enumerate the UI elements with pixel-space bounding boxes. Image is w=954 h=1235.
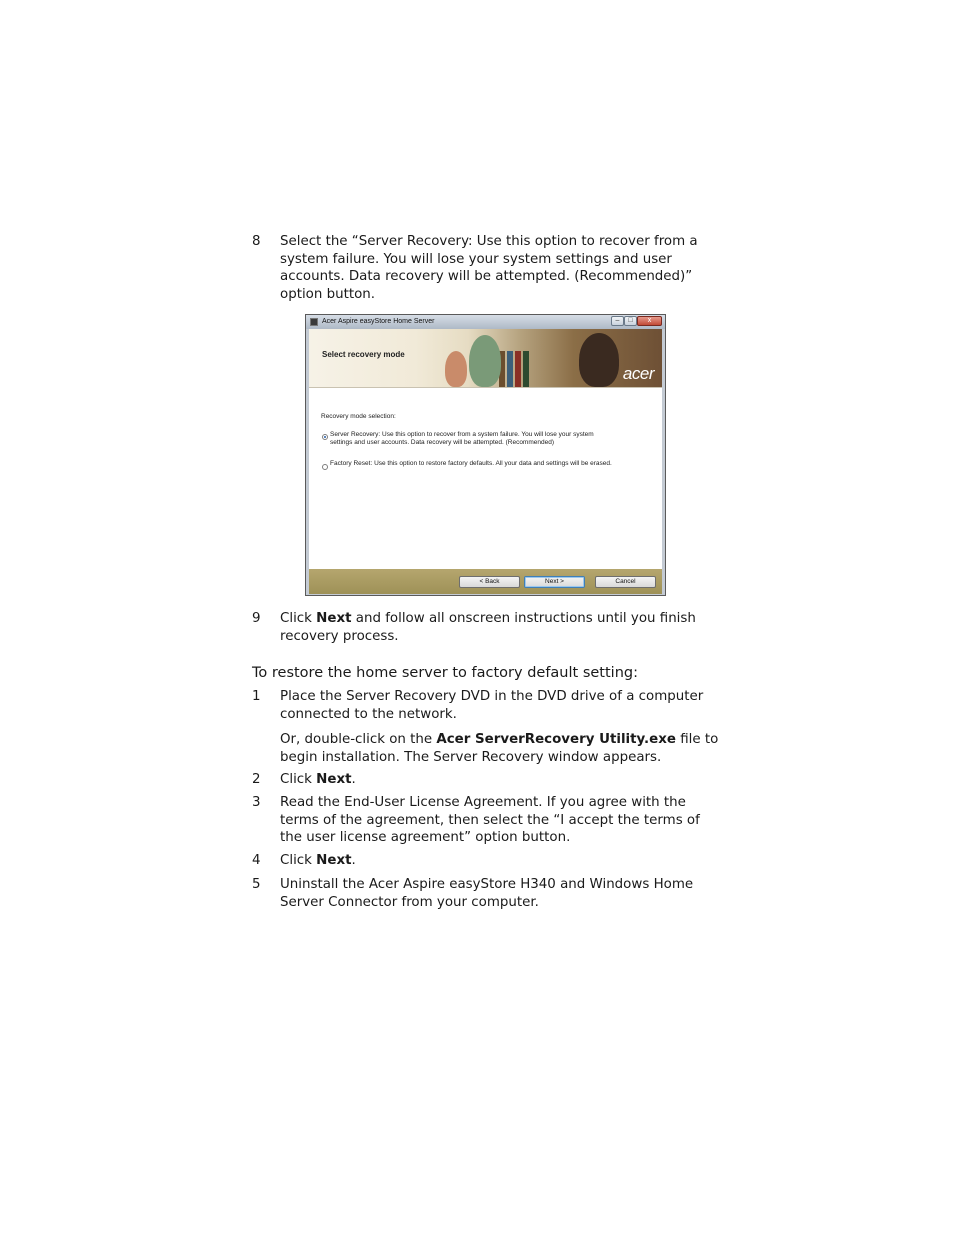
- dialog-footer: [309, 569, 662, 594]
- note-text-part: file to begin installation. The Server Recovery window appears.: [280, 732, 719, 765]
- acer-logo: acer: [622, 364, 654, 383]
- bookshelf-image: [523, 351, 529, 387]
- recovery-dialog-screenshot: [305, 314, 666, 596]
- step-text: Read the End-User License Agreement. If you agree with the terms of the agreement, then select the “I accept the terms of the user license agreement” option button.: [280, 795, 700, 845]
- dialog-client-area: [309, 329, 662, 594]
- step-text-part: Click: [280, 611, 317, 626]
- next-button[interactable]: Next >: [524, 576, 585, 588]
- step-text-part: .: [351, 853, 356, 868]
- next-keyword: Next: [316, 611, 352, 626]
- maximize-button[interactable]: □: [624, 316, 637, 326]
- dialog-titlebar: [306, 315, 665, 329]
- server-recovery-option-label[interactable]: Server Recovery: Use this option to recover from a system failure. You will lose your system settings and user accounts. Data recovery will be attempted. (Recommended): [330, 431, 594, 446]
- family-photo: [579, 333, 619, 387]
- step-text-part: and follow all onscreen instructions until you finish recovery process.: [280, 611, 696, 644]
- factory-reset-option-label[interactable]: Factory Reset: Use this option to restore factory defaults. All your data and settings will be erased.: [330, 460, 612, 467]
- utility-filename: Acer ServerRecovery Utility.exe: [436, 732, 676, 747]
- step-text: [280, 610, 720, 645]
- recovery-mode-label: Recovery mode selection:: [321, 413, 396, 420]
- step-1-note: [280, 731, 720, 766]
- step-text-part: Click: [280, 772, 317, 787]
- note-text-part: Or, double-click on the: [280, 732, 437, 747]
- app-icon: [310, 318, 318, 326]
- step-text-part: .: [351, 772, 356, 787]
- close-button[interactable]: x: [637, 316, 662, 326]
- factory-reset-radio[interactable]: [322, 464, 328, 470]
- step-text: Uninstall the Acer Aspire easyStore H340 and Windows Home Server Connector from your computer.: [280, 877, 694, 910]
- server-recovery-radio[interactable]: [322, 434, 328, 440]
- step-number: 2: [252, 772, 261, 787]
- back-button[interactable]: < Back: [459, 576, 520, 588]
- family-photo: [469, 335, 501, 387]
- step-text: Place the Server Recovery DVD in the DVD drive of a computer connected to the network.: [280, 689, 704, 722]
- step-text: [280, 771, 720, 789]
- step-number: 5: [252, 877, 261, 892]
- minimize-button[interactable]: –: [611, 316, 624, 326]
- family-photo: [445, 351, 467, 387]
- next-keyword: Next: [316, 853, 352, 868]
- section-heading: To restore the home server to factory default setting:: [252, 665, 638, 681]
- step-text: [280, 852, 720, 870]
- step-number: 4: [252, 853, 261, 868]
- step-number: 1: [252, 689, 261, 704]
- banner-divider: [309, 387, 662, 388]
- step-text-part: Click: [280, 853, 317, 868]
- step-number: 3: [252, 795, 261, 810]
- dialog-banner: [309, 329, 662, 387]
- step-number: 8: [252, 234, 261, 249]
- step-text: Select the “Server Recovery: Use this option to recover from a system failure. You will lose your system settings and user accounts. Data recovery will be attempted. (Recommended)” option button.: [280, 234, 698, 302]
- banner-title: Select recovery mode: [322, 350, 405, 359]
- next-keyword: Next: [316, 772, 352, 787]
- step-number: 9: [252, 611, 261, 626]
- bookshelf-image: [515, 351, 521, 387]
- cancel-button[interactable]: Cancel: [595, 576, 656, 588]
- dialog-title: Acer Aspire easyStore Home Server: [322, 318, 435, 325]
- bookshelf-image: [507, 351, 513, 387]
